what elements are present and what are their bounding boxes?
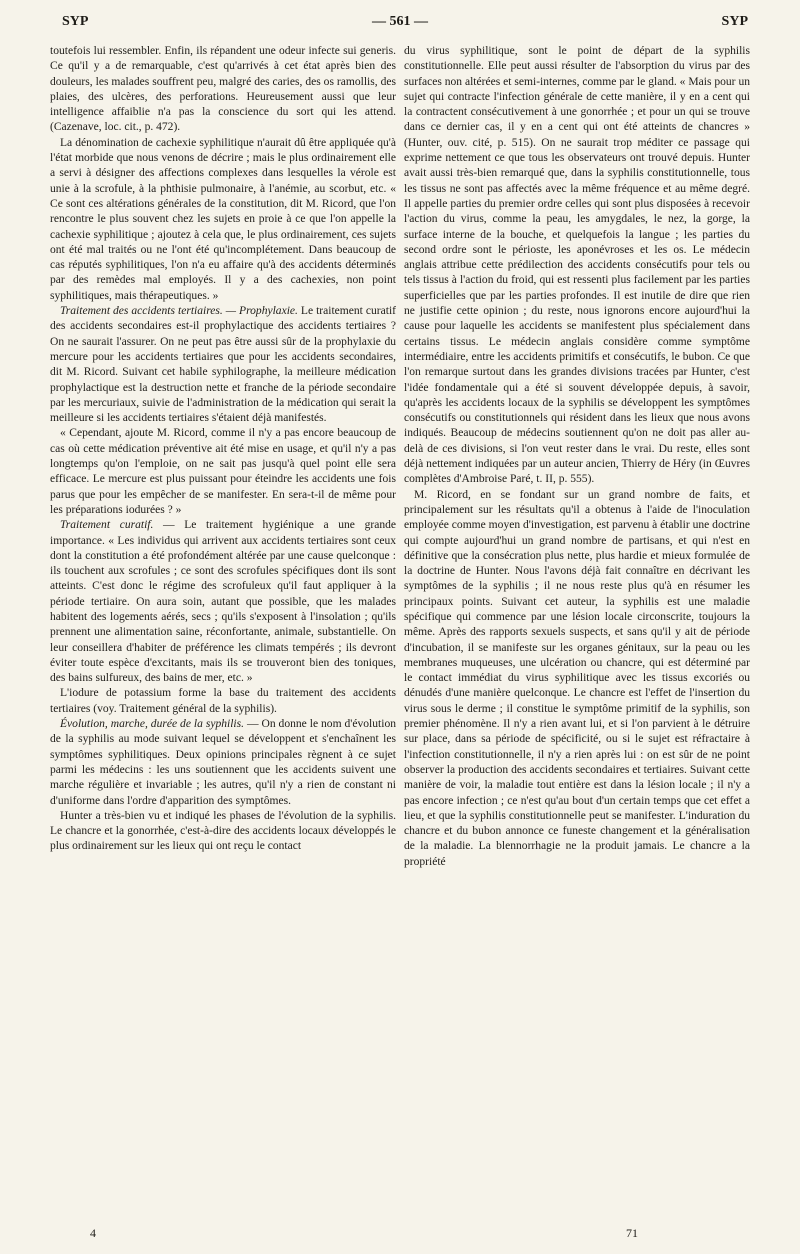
paragraph: [50, 44, 396, 136]
paragraph: [50, 717, 396, 809]
paragraph: [50, 686, 396, 717]
paragraph: [50, 136, 396, 304]
paragraph-text: M. Ricord, en se fondant sur un grand nombre de faits, et principalement sur les résultats qu'il a obtenus à l'aide de l'inoculation employée comme moyen d'investigation, est parvenu à établir une doctrine qui compte aujourd'hui un grand nombre de partisans, et qui n'est en définitive que la consécration plus nette, plus hardie et mieux formulée de la doctrine de Hunter. Nous l'avons déjà fait connaître en décrivant les symptômes de la syphilis ; il ne nous reste plus qu'à en résumer les principaux points. Suivant cet auteur, la syphilis est une maladie spécifique qui commence par une lésion locale circonscrite, toujours la même. Après des rapports sexuels suspects, et sans qu'il y ait de période d'incubation, il se manifeste sur les organes génitaux, sur la peau ou les membranes muqueuses, une ulcération ou chancre, qui est déterminé par le contact immédiat du virus syphilitique avec les tissus excoriés ou dénudés d'une manière quelconque. Le chancre est l'effet de l'insertion du virus sous le derme ; il constitue le symptôme primitif de la syphilis, son premier phénomène. Il n'y a rien avant lui, et si l'on parvient à le détruire sur place, dans sa période de spécificité, ou si le sujet est réfractaire à l'infection constitutionnelle, il n'y a rien après lui : on est sûr de ne point observer la production des accidents secondaires et tertiaires. Suivant cette manière de voir, la maladie tout entière est dans la lésion locale ; il n'y a pas encore infection ; ce n'est qu'au bout d'un certain temps que cet effet a lieu, et que la syphilis constitutionnelle peut se manifester. L'induration du chancre et du bubon annonce ce funeste changement et la généralisation de la maladie. La blennorrhagie ne la produit jamais. Le chancre a la propriété: [404, 488, 750, 868]
paragraph: [50, 426, 396, 518]
page-footer: [50, 1226, 750, 1244]
paragraph: [50, 304, 396, 426]
paragraph-text: Hunter a très-bien vu et indiqué les phases de l'évolution de la syphilis. Le chancre et la gonorrhée, c'est-à-dire des accidents locaux développés le plus ordinairement sur les lieux qui ont reçu le contact: [50, 809, 396, 853]
section-heading: Évolution, marche, durée de la syphilis.: [60, 718, 245, 731]
paragraph-text: du virus syphilitique, sont le point de départ de la syphilis constitutionnelle. Elle peut aussi résulter de l'absorption du virus par des surfaces non altérées et semi-internes, comme par le gland. « Mais pour un sujet qui contracte l'infection générale de cette manière, il y en a cent qui la contractent consécutivement à une gonorrhée ; et pour un qui se trouve dans ce dernier cas, il y en a cent qui ont été atteints de chancres » (Hunter, ouv. cité, p. 515). On ne saurait trop méditer ce passage qui exprime nettement ce que tous les observateurs ont trouvé depuis. Hunter avait aussi très-bien remarqué que, dans la syphilis constitutionnelle, tous les tissus ne sont pas affectés avec la même fréquence et au même degré. Il appelle parties du premier ordre celles qui sont plus disposées à recevoir l'action du virus, comme la peau, les amygdales, le nez, la gorge, la surface interne de la bouche, et quelquefois la langue ; les parties du second ordre sont le périoste, les aponévroses et les os. Le médecin anglais attribue cette prédilection des accidents consécutifs pour tels ou tels tissus à l'action du froid, qui est ressenti plus facilement par les parties superficielles que par les parties profondes. Il est inutile de dire que rien ne justifie cette opinion ; du reste, nous ignorons encore aujourd'hui la cause pour laquelle les accidents se manifestent plus spécialement dans certains tissus. Le médecin anglais considère comme symptôme intermédiaire, entre les accidents primitifs et consécutifs, le bubon. Ce que l'on remarque surtout dans les grandes divisions tracées par Hunter, c'est l'idée fondamentale qui a été si souvent développée depuis, à savoir, qu'après les accidents locaux de la syphilis se développent les symptômes consécutifs ou constitutionnels qui résident dans les lieux que nous avons indiqués. Beaucoup de médecins soutiennent qu'on ne doit pas aller au-delà de ces divisions, si l'on veut rester dans le vrai. Du reste, elles sont déjà nettement indiquées par un auteur ancien, Thierry de Héry (in Œuvres complètes d'Ambroise Paré, t. II, p. 555).: [404, 45, 750, 486]
paragraph-text: — On donne le nom d'évolution de la syphilis au mode suivant lequel se développent et s'enchaînent les symptômes syphilitiques. Deux opinions principales règnent à ce sujet parmi les médecins : les uns soutiennent que les accidents suivent une marche régulière et invariable ; les autres, qu'il n'y a rien de constant ni d'uniforme dans l'ordre d'apparition des symptômes.: [50, 718, 396, 807]
page-header: [50, 14, 750, 36]
paragraph: [404, 44, 750, 488]
running-head-left: SYP: [62, 14, 89, 29]
left-column: [50, 44, 396, 1219]
section-heading: Traitement des accidents tertiaires. — Prophylaxie.: [60, 305, 298, 318]
section-heading: Traitement curatif.: [60, 519, 154, 532]
running-head-right: SYP: [721, 14, 748, 29]
paragraph-text: Le traitement curatif des accidents secondaires est-il prophylactique des accidents tertiaires ? On ne saurait l'assurer. On ne peut pas être aussi sûr de la prophylaxie du mercure pour les accidents tertiaires que pour les accidents secondaires, dit M. Ricord. Suivant cet habile syphilographe, la meilleure médication prophylactique est la destruction nette et franche de la période secondaire par les mercuriaux, suivie de l'administration de la médication qui serait la meilleure si les accidents tertiaires s'étaient déjà manifestés.: [50, 305, 396, 425]
paragraph-text: — Le traitement hygiénique a une grande importance. « Les individus qui arrivent aux accidents tertiaires sont ceux dont la constitution a été profondément altérée par une cause quelconque : ils touchent aux scrofules ; ce sont des scrofules spécifiques dont ils sont atteints. C'est donc le régime des scrofuleux qu'il faut appliquer à la période tertiaire. On aura soin, autant que possible, que les malades habitent des logements aérés, secs ; qu'ils s'exposent à l'insolation ; qu'ils prennent une alimentation saine, réconfortante, animale, substantielle. On leur conseillera d'habiter de préférence les climats tempérés ; ils devront éviter toute espèce d'excitants, mais ils se trouveront bien des toniques, des bains sulfureux, des bains de mer, etc. »: [50, 519, 396, 685]
paragraph-text: toutefois lui ressembler. Enfin, ils répandent une odeur infecte sui generis. Ce qu'il y a de remarquable, c'est qu'arrivés à cet état après bien des douleurs, les malades souffrent peu, malgré des caries, des os ramollis, des plaies, des ulcères, des perforations. Heureusement aussi que leur intelligence affaiblie n'a pas la conscience du sort qui les attend. (Cazenave, loc. cit., p. 472).: [50, 45, 396, 134]
signature-mark-left: 4: [90, 1226, 96, 1240]
paragraph: [50, 809, 396, 855]
signature-mark-right: 71: [626, 1226, 638, 1240]
paragraph: [404, 488, 750, 870]
right-column: [404, 44, 750, 1219]
paragraph-text: L'iodure de potassium forme la base du traitement des accidents tertiaires (voy. Traitement général de la syphilis).: [50, 687, 396, 715]
paragraph: [50, 518, 396, 686]
paragraph-text: « Cependant, ajoute M. Ricord, comme il n'y a pas encore beaucoup de cas où cette médication préventive ait été mise en usage, et qu'il n'y a pas longtemps qu'on l'emploie, on ne sait pas jusqu'à quel point elle sera efficace. Le mercure est plus puissant pour éteindre les accidents une fois parus que pour les empêcher de se manifester. En sera-t-il de même pour les préparations iodurées ? »: [50, 427, 396, 516]
paragraph-text: La dénomination de cachexie syphilitique n'aurait dû être appliquée qu'à l'état morbide que nous venons de décrire ; mais le plus ordinairement elle a servi à désigner des affections complexes dans lesquelles la vérole est unie à la scrofule, à la phthisie pulmonaire, à l'anémie, au scorbut, etc. « Ce sont ces altérations générales de la constitution, dit M. Ricord, que l'on rencontre le plus souvent chez les sujets en proie à ce que l'on appelle la cachexie syphilitique ; ajoutez à cela que, le plus ordinairement, ces sujets ont été mal traités ou ne l'ont été qu'incomplétement. Dans beaucoup de cas réputés syphilitiques, l'on n'a eu affaire qu'à des accidents déterminés par des remèdes mal employés. Il y a des cachexies, non point syphilitiques, mais thérapeutiques. »: [50, 136, 396, 302]
page-number: — 561 —: [372, 14, 428, 29]
